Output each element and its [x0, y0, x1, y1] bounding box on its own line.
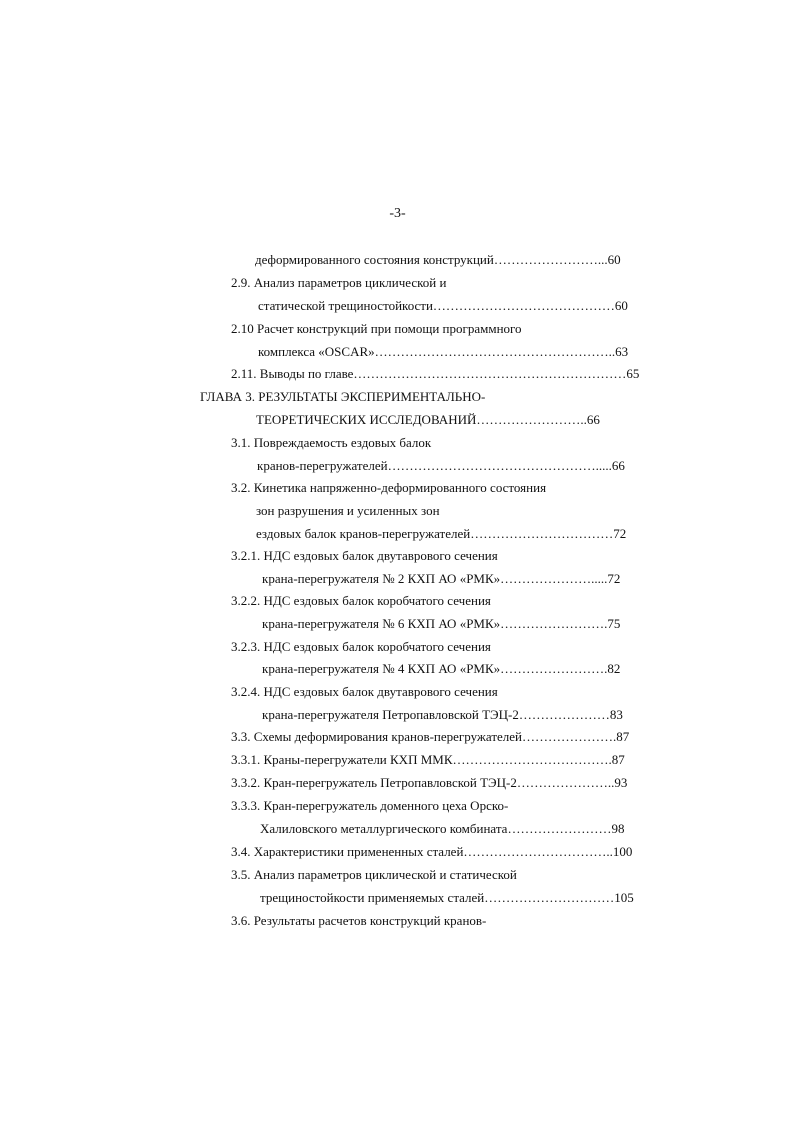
toc-entry: 3.2.3. НДС ездовых балок коробчатого сечения — [231, 639, 491, 654]
toc-entry: ездовых балок кранов-перегружателей……………………………72 — [256, 526, 627, 541]
toc-entry: 3.3.2. Кран-перегружатель Петропавловской ТЭЦ-2…………………..93 — [231, 775, 628, 790]
toc-entry: 3.4. Характеристики примененных сталей……………………………..100 — [231, 844, 633, 859]
toc-entry: 3.2.1. НДС ездовых балок двутаврового сечения — [231, 548, 498, 563]
toc-entry: крана-перегружателя № 6 КХП АО «РМК»…………………….75 — [262, 616, 621, 631]
toc-entry: кранов-перегружателей………………………………………….....66 — [257, 458, 625, 473]
toc-entry: крана-перегружателя Петропавловской ТЭЦ-2…………………83 — [262, 707, 623, 722]
toc-entry: 3.3. Схемы деформирования кранов-перегружателей………………….87 — [231, 729, 630, 744]
toc-entry: 2.10 Расчет конструкций при помощи программного — [231, 321, 522, 336]
toc-entry: трещиностойкости применяемых сталей…………………………105 — [260, 890, 634, 905]
toc-entry: 3.3.1. Краны-перегружатели КХП ММК……………………………….87 — [231, 752, 625, 767]
toc-entry: крана-перегружателя № 4 КХП АО «РМК»…………………….82 — [262, 661, 621, 676]
toc-entry: крана-перегружателя № 2 КХП АО «РМК»………………….....72 — [262, 571, 621, 586]
toc-entry: 3.1. Повреждаемость ездовых балок — [231, 435, 432, 450]
toc-entry: Халиловского металлургического комбината……………………98 — [260, 821, 625, 836]
toc-entry: 3.2. Кинетика напряженно-деформированного состояния — [231, 480, 547, 495]
toc-entry: деформированного состояния конструкций……………………...60 — [255, 252, 621, 267]
toc-entry: зон разрушения и усиленных зон — [256, 503, 440, 518]
toc-entry: комплекса «OSCAR»………………………………………………..63 — [258, 344, 629, 359]
toc-entry: 3.3.3. Кран-перегружатель доменного цеха Орско- — [231, 798, 509, 813]
toc-entry: 2.11. Выводы по главе………………………………………………………65 — [231, 366, 640, 381]
toc-entry: ГЛАВА 3. РЕЗУЛЬТАТЫ ЭКСПЕРИМЕНТАЛЬНО- — [200, 389, 486, 404]
toc-entry: 3.6. Результаты расчетов конструкций кранов- — [231, 913, 487, 928]
toc-entry: 2.9. Анализ параметров циклической и — [231, 275, 447, 290]
page-number: -3- — [389, 206, 406, 221]
toc-entry: статической трещиностойкости……………………………………60 — [258, 298, 628, 313]
toc-entry: 3.5. Анализ параметров циклической и статической — [231, 867, 517, 882]
toc-entry: 3.2.2. НДС ездовых балок коробчатого сечения — [231, 593, 491, 608]
toc-entry: ТЕОРЕТИЧЕСКИХ ИССЛЕДОВАНИЙ……………………..66 — [256, 412, 600, 427]
toc-entry: 3.2.4. НДС ездовых балок двутаврового сечения — [231, 684, 498, 699]
